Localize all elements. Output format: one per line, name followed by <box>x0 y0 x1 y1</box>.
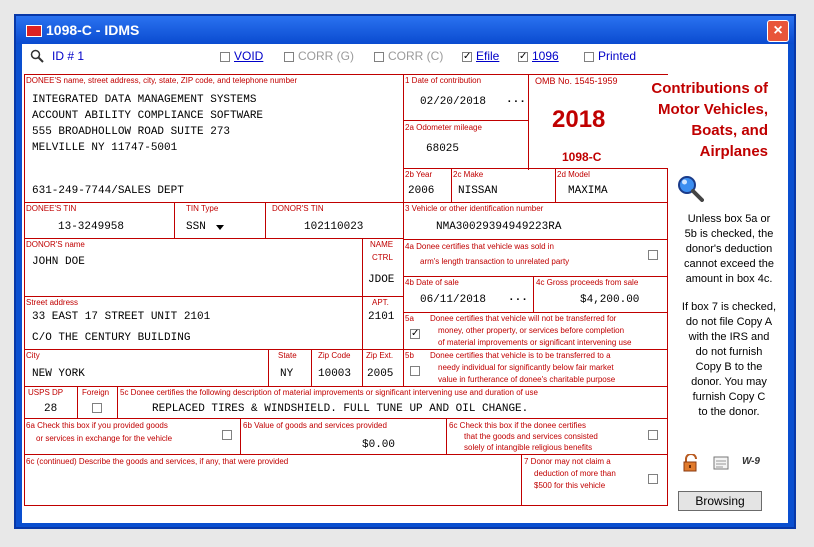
note-line: Unless box 5a or <box>687 213 771 225</box>
lock-icon[interactable] <box>682 454 700 472</box>
tin-type-label: TIN Type <box>186 204 219 213</box>
f1096-checkbox[interactable]: ✓ <box>519 51 528 62</box>
omb-label: OMB No. 1545-1959 <box>535 76 618 86</box>
note-line: Copy B to the <box>695 361 763 373</box>
state-label: State <box>278 351 297 360</box>
note-line: do not file Copy A <box>685 316 773 328</box>
box6c-checkbox[interactable] <box>648 430 658 440</box>
donor-name-label: DONOR'S name <box>26 240 85 249</box>
printed-checkbox[interactable] <box>584 52 594 62</box>
box7-line3: $500 for this vehicle <box>534 481 606 490</box>
box5b-line2: needy individual for significantly below fair market <box>438 363 614 372</box>
close-icon[interactable]: × <box>773 22 783 39</box>
tin-type-select[interactable]: SSN <box>186 221 206 233</box>
box7-checkbox[interactable] <box>648 474 658 484</box>
form-heading <box>632 78 768 162</box>
zip-ext-label: Zip Ext. <box>366 351 394 360</box>
f1096-label: 1096 <box>532 49 559 63</box>
window-title: 1098-C - IDMS <box>46 22 140 38</box>
note-line: furnish Copy C <box>692 391 766 403</box>
box4c-value[interactable]: $4,200.00 <box>580 294 640 306</box>
note-line: donor. You may <box>691 376 767 388</box>
void-label: VOID <box>234 49 264 63</box>
donee-label: DONEE'S name, street address, city, state, ZIP code, and telephone number <box>26 76 298 85</box>
box7-line1: 7 Donor may not claim a <box>524 457 611 466</box>
donee-tin-label: DONEE'S TIN <box>26 204 77 213</box>
street-line2[interactable]: C/O THE CENTURY BUILDING <box>32 332 191 344</box>
box1-label: 1 Date of contribution <box>405 76 482 85</box>
heading-line4: Airplanes <box>699 143 768 160</box>
box5b-checkbox[interactable] <box>410 366 420 376</box>
box6a-line2: or services in exchange for the vehicle <box>36 434 173 443</box>
heading-line1: Contributions of <box>651 80 768 97</box>
box2a-label: 2a Odometer mileage <box>405 123 482 132</box>
donee-tin-value[interactable]: 13-3249958 <box>58 221 125 233</box>
foreign-checkbox[interactable] <box>92 403 102 413</box>
box6c-line2: that the goods and services consisted <box>464 432 598 441</box>
box2b-label: 2b Year <box>405 170 433 179</box>
form-number: 1098-C <box>562 150 602 164</box>
donee-line2[interactable]: ACCOUNT ABILITY COMPLIANCE SOFTWARE <box>32 110 264 122</box>
donor-tin-label: DONOR'S TIN <box>272 204 324 213</box>
box4a-checkbox[interactable] <box>648 250 658 260</box>
note-line: do not furnish <box>695 346 763 358</box>
note-line: 5b is checked, the <box>684 228 774 240</box>
box5a-line2: money, other property, or services before completion <box>438 326 625 335</box>
donor-name-value[interactable]: JOHN DOE <box>32 256 85 268</box>
tin-type-chevron-down-icon[interactable] <box>216 225 224 230</box>
box1-date-picker-button[interactable]: ... <box>506 94 526 106</box>
usps-dp-value[interactable]: 28 <box>44 403 58 415</box>
tax-year: 2018 <box>552 106 606 133</box>
box6a-line1: 6a Check this box if you provided goods <box>26 421 168 430</box>
box4c-label: 4c Gross proceeds from sale <box>536 278 639 287</box>
zip-label: Zip Code <box>318 351 351 360</box>
sidebar-note-box7 <box>672 300 786 420</box>
lookup-magnifier-icon[interactable] <box>676 174 704 202</box>
corr-g-label: CORR (G) <box>298 49 354 63</box>
box5b-line1: Donee certifies that vehicle is to be transferred to a <box>430 351 611 360</box>
name-ctrl-label2: CTRL <box>372 253 393 262</box>
box3-vin[interactable]: NMA30029394949223RA <box>436 221 562 233</box>
close-button[interactable] <box>767 20 789 42</box>
note-line: If box 7 is checked, <box>681 301 777 313</box>
box2c-label: 2c Make <box>453 170 484 179</box>
note-line: donor's deduction <box>685 243 773 255</box>
box3-label: 3 Vehicle or other identification number <box>405 204 544 213</box>
sidebar-note-5a5b <box>672 212 786 287</box>
box5c-value[interactable]: REPLACED TIRES & WINDSHIELD. FULL TUNE UP AND OIL CHANGE. <box>152 403 529 415</box>
box6c-line1: 6c Check this box if the donee certifies <box>449 421 586 430</box>
void-checkbox[interactable] <box>220 52 230 62</box>
box4b-label: 4b Date of sale <box>405 278 459 287</box>
box2d-label: 2d Model <box>557 170 590 179</box>
title-bar <box>16 16 794 44</box>
zip-ext-value[interactable]: 2005 <box>367 368 394 380</box>
state-value[interactable]: NY <box>280 368 294 380</box>
box5b-line3: value in furtherance of donee's charitable purpose <box>438 375 616 384</box>
street-label: Street address <box>26 298 79 307</box>
form-1098c <box>22 44 788 523</box>
box5b-num: 5b <box>405 351 414 360</box>
box5c-label: 5c Donee certifies the following description of material improvements or significant intervening use and duration of use <box>120 388 538 397</box>
box5a-num: 5a <box>405 314 414 323</box>
w9-icon[interactable]: W-9 <box>742 456 760 467</box>
box6b-value[interactable]: $0.00 <box>362 439 396 451</box>
browsing-button[interactable]: Browsing <box>678 491 762 511</box>
box4a-line2: arm's length transaction to unrelated party <box>420 257 570 266</box>
efile-checkbox[interactable]: ✓ <box>463 51 472 62</box>
donor-tin-value[interactable]: 102110023 <box>304 221 364 233</box>
donee-line1[interactable]: INTEGRATED DATA MANAGEMENT SYSTEMS <box>32 94 257 106</box>
box5a-line3: of material improvements or significant intervening use <box>438 338 632 347</box>
document-icon[interactable] <box>712 454 730 472</box>
heading-line2: Motor Vehicles, <box>657 101 768 118</box>
id-label: ID # 1 <box>52 49 85 63</box>
box2b-value[interactable]: 2006 <box>408 185 435 197</box>
box4b-date-picker-button[interactable]: ... <box>508 292 528 304</box>
box6c-line3: solely of intangible religious benefits <box>464 443 593 452</box>
donee-line3[interactable]: 555 BROADHOLLOW ROAD SUITE 273 <box>32 126 231 138</box>
corr-g-checkbox[interactable] <box>284 52 294 62</box>
foreign-label: Foreign <box>82 388 110 397</box>
apt-value[interactable]: 2101 <box>368 311 395 323</box>
corr-c-label: CORR (C) <box>388 49 444 63</box>
name-ctrl-value[interactable]: JDOE <box>368 274 395 286</box>
box2a-value[interactable]: 68025 <box>426 143 460 155</box>
street-line1[interactable]: 33 EAST 17 STREET UNIT 2101 <box>32 311 211 323</box>
box5a-line1: Donee certifies that vehicle will not be transferred for <box>430 314 617 323</box>
box6b-label: 6b Value of goods and services provided <box>243 421 387 430</box>
box5a-checkbox[interactable]: ✓ <box>411 328 420 339</box>
name-ctrl-label1: NAME <box>370 240 394 249</box>
app-flag-icon <box>26 25 42 37</box>
usps-dp-label: USPS DP <box>28 388 64 397</box>
box7-line2: deduction of more than <box>534 469 616 478</box>
note-line: cannot exceed the <box>684 258 774 270</box>
donee-phone[interactable]: 631-249-7744/SALES DEPT <box>32 185 184 197</box>
city-value[interactable]: NEW YORK <box>32 368 85 380</box>
heading-line3: Boats, and <box>691 122 768 139</box>
note-line: to the donor. <box>698 406 760 418</box>
id-magnifier-icon[interactable] <box>30 49 44 63</box>
city-label: City <box>26 351 40 360</box>
donee-line4[interactable]: MELVILLE NY 11747-5001 <box>32 142 178 154</box>
zip-value[interactable]: 10003 <box>318 368 352 380</box>
printed-label: Printed <box>598 49 637 63</box>
box2d-value[interactable]: MAXIMA <box>568 185 608 197</box>
box4a-line1: 4a Donee certifies that vehicle was sold in <box>405 242 554 251</box>
note-line: with the IRS and <box>688 331 770 343</box>
box6a-checkbox[interactable] <box>222 430 232 440</box>
box2c-value[interactable]: NISSAN <box>458 185 498 197</box>
box1-date[interactable]: 02/20/2018 <box>420 96 487 108</box>
box4b-date[interactable]: 06/11/2018 <box>420 294 487 306</box>
box6c-cont-label: 6c (continued) Describe the goods and services, if any, that were provided <box>26 457 289 466</box>
efile-label: Efile <box>476 49 500 63</box>
note-line: amount in box 4c. <box>685 273 773 285</box>
corr-c-checkbox[interactable] <box>374 52 384 62</box>
apt-label: APT. <box>372 298 389 307</box>
app-window <box>14 14 796 529</box>
